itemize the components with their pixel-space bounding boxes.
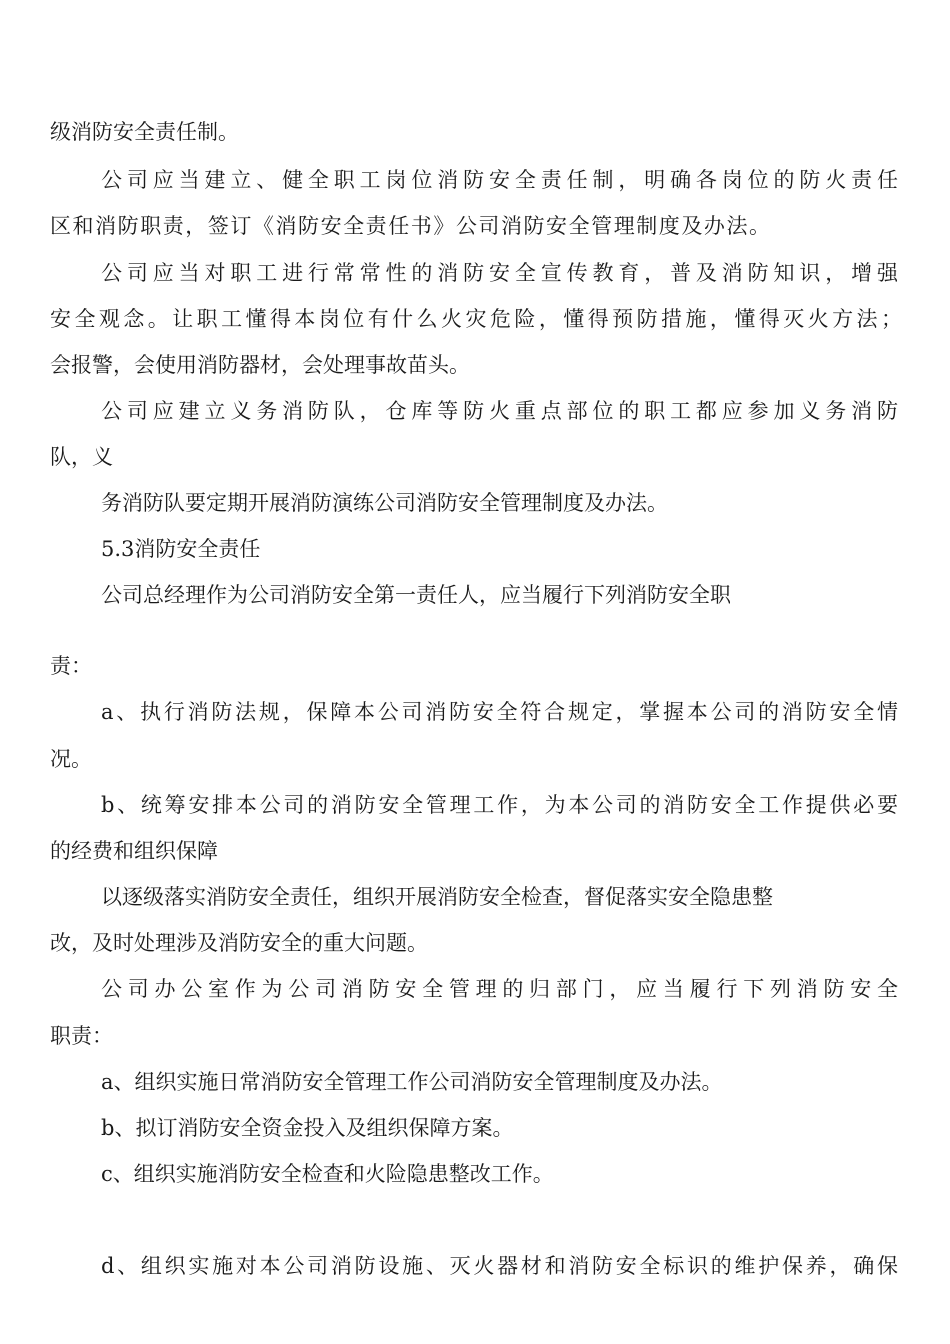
text-line-13: a、执行消防法规，保障本公司消防安全符合规定，掌握本公司的消防安全情 (101, 700, 898, 724)
text-line-8: 队，义 (50, 445, 113, 469)
text-line-17: 以逐级落实消防安全责任，组织开展消防安全检查，督促落实安全隐患整 (101, 885, 773, 909)
text-line-22: b、拟订消防安全资金投入及组织保障方案。 (101, 1116, 514, 1140)
text-line-2: 公司应当建立、健全职工岗位消防安全责任制，明确各岗位的防火责任 (101, 168, 898, 192)
text-line-3: 区和消防职责，签订《消防安全责任书》公司消防安全管理制度及办法。 (50, 214, 770, 238)
section-heading: 5.3消防安全责任 (101, 537, 261, 561)
text-line-6: 会报警，会使用消防器材，会处理事故苗头。 (50, 353, 470, 377)
text-line-15: b、统筹安排本公司的消防安全管理工作，为本公司的消防安全工作提供必要 (101, 793, 898, 817)
text-line-12: 责： (50, 654, 92, 678)
text-line-14: 况。 (50, 747, 92, 771)
text-line-21: a、组织实施日常消防安全管理工作公司消防安全管理制度及办法。 (101, 1070, 723, 1094)
text-line-4: 公司应当对职工进行常常性的消防安全宣传教育，普及消防知识，增强 (101, 261, 898, 285)
text-line-7: 公司应建立义务消防队，仓库等防火重点部位的职工都应参加义务消防 (101, 399, 898, 423)
text-line-23: c、组织实施消防安全检查和火险隐患整改工作。 (101, 1162, 554, 1186)
text-line-19: 公司办公室作为公司消防安全管理的归部门，应当履行下列消防安全 (101, 977, 898, 1001)
text-line-16: 的经费和组织保障 (50, 839, 218, 863)
text-line-9: 务消防队要定期开展消防演练公司消防安全管理制度及办法。 (101, 491, 668, 515)
text-line-24: d、组织实施对本公司消防设施、灭火器材和消防安全标识的维护保养，确保 (101, 1254, 898, 1278)
text-line-1: 级消防安全责任制。 (50, 120, 239, 144)
text-line-20: 职责： (50, 1024, 113, 1048)
text-line-5: 安全观念。让职工懂得本岗位有什么火灾危险，懂得预防措施，懂得灭火方法； (50, 307, 902, 331)
text-line-18: 改，及时处理涉及消防安全的重大问题。 (50, 931, 428, 955)
text-line-11: 公司总经理作为公司消防安全第一责任人，应当履行下列消防安全职 (101, 583, 731, 607)
